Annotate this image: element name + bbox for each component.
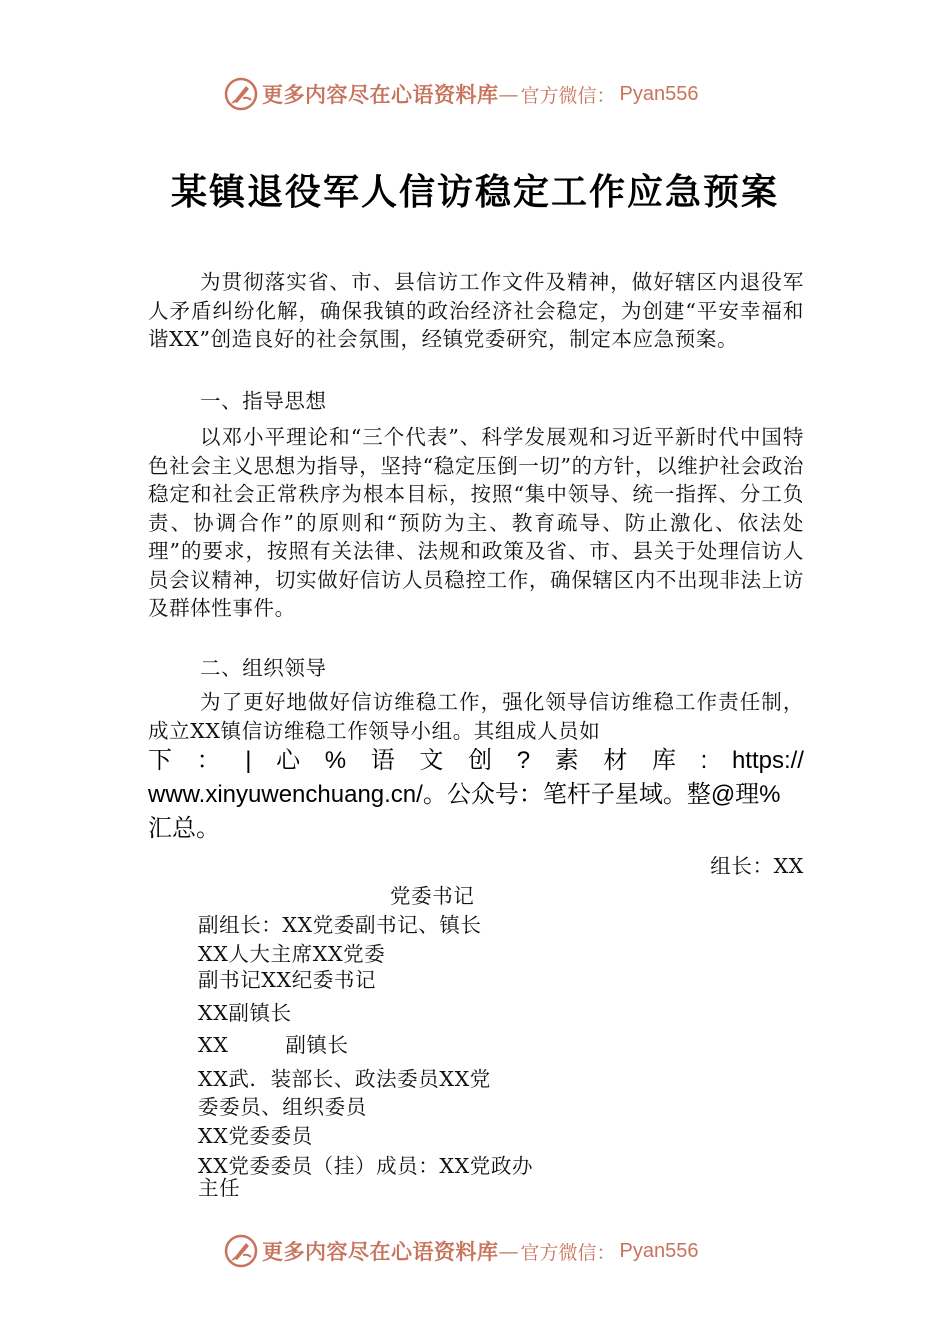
- promo-char: https://: [731, 747, 804, 774]
- member-line: XX武．装部长、政法委员XX党: [198, 1067, 491, 1091]
- promo-char: 心: [276, 747, 301, 774]
- watermark-main-text: 更多内容尽在心语资料库: [262, 1239, 499, 1264]
- watermark-main-text: 更多内容尽在心语资料库: [262, 82, 499, 107]
- watermark-header: [224, 76, 698, 112]
- promo-char: :: [700, 747, 708, 774]
- section1-heading: 一、指导思想: [200, 389, 327, 413]
- promo-char: %: [324, 747, 347, 774]
- member-line: XX副镇长: [198, 1001, 292, 1025]
- member-line: XX人大主席XX党委: [198, 942, 386, 966]
- watermark-dash: —: [498, 1239, 519, 1263]
- member-line: 副组长：XX党委副书记、镇长: [198, 913, 482, 937]
- inserted-promo-line1: [148, 744, 804, 778]
- section1-paragraph: 以邓小平理论和“三个代表”、科学发展观和习近平新时代中国特色社会主义思想为指导，坚持“稳定压倒一切”的方针，以维护社会政治稳定和社会正常秩序为根本目标，按照“集中领导、统一指挥、分工负责、协调合作”的原则和“预防为主、教育疏导、防止激化、依法处理”的要求，按照有关法律、法规和政策及省、市、县关于处理信访人员会议精神，切实做好信访人员稳控工作，确保辖区内不出现非法上访及群体性事件。: [148, 425, 804, 620]
- inserted-promo-line3: 汇总。: [148, 815, 220, 842]
- member-line: XX 副镇长: [198, 1033, 349, 1057]
- promo-char: 下: [148, 747, 172, 774]
- promo-char: 材: [603, 747, 628, 774]
- promo-char: ：: [196, 747, 221, 774]
- watermark-footer: [224, 1233, 698, 1269]
- leader-role: 党委书记: [390, 884, 475, 908]
- watermark-side-text: 官方微信：: [520, 84, 616, 107]
- watermark-dash: —: [498, 82, 519, 106]
- book-pen-logo-icon: [224, 1234, 258, 1268]
- promo-char: ?: [516, 747, 531, 774]
- promo-char: 库: [651, 747, 676, 774]
- section2-paragraph: 为了更好地做好信访维稳工作，强化领导信访维稳工作责任制，成立XX镇信访维稳工作领导小组。其组成人员如: [148, 690, 804, 743]
- inserted-promo-text: [148, 744, 804, 846]
- promo-char: 语: [370, 747, 395, 774]
- member-line: 副书记XX纪委书记: [198, 968, 377, 992]
- member-line: XX党委委员: [198, 1124, 313, 1148]
- member-line: 主任: [198, 1176, 241, 1200]
- book-pen-logo-icon: [224, 77, 258, 111]
- promo-char: 创: [468, 747, 493, 774]
- watermark-wechat-id: Pyan556: [619, 82, 699, 105]
- leader-line: 组长：XX: [710, 854, 804, 878]
- intro-paragraph: 为贯彻落实省、市、县信访工作文件及精神，做好辖区内退役军人矛盾纠纷化解，确保我镇的政治经济社会稳定，为创建“平安幸福和谐XX”创造良好的社会氛围，经镇党委研究，制定本应急预案。: [148, 270, 804, 351]
- watermark-wechat-id: Pyan556: [619, 1239, 699, 1262]
- promo-char: 文: [419, 747, 444, 774]
- promo-char: 素: [554, 747, 579, 774]
- promo-char: |: [245, 747, 252, 774]
- member-line: XX党委委员（挂）成员：XX党政办: [198, 1154, 534, 1178]
- document-title: 某镇退役军人信访稳定工作应急预案: [170, 171, 779, 213]
- member-line: 委委员、组织委员: [198, 1095, 367, 1119]
- section2-heading: 二、组织领导: [200, 656, 327, 680]
- watermark-side-text: 官方微信：: [520, 1241, 616, 1264]
- inserted-promo-line2: www.xinyuwenchuang.cn/。公众号：笔杆子星域。整@理%: [148, 781, 781, 808]
